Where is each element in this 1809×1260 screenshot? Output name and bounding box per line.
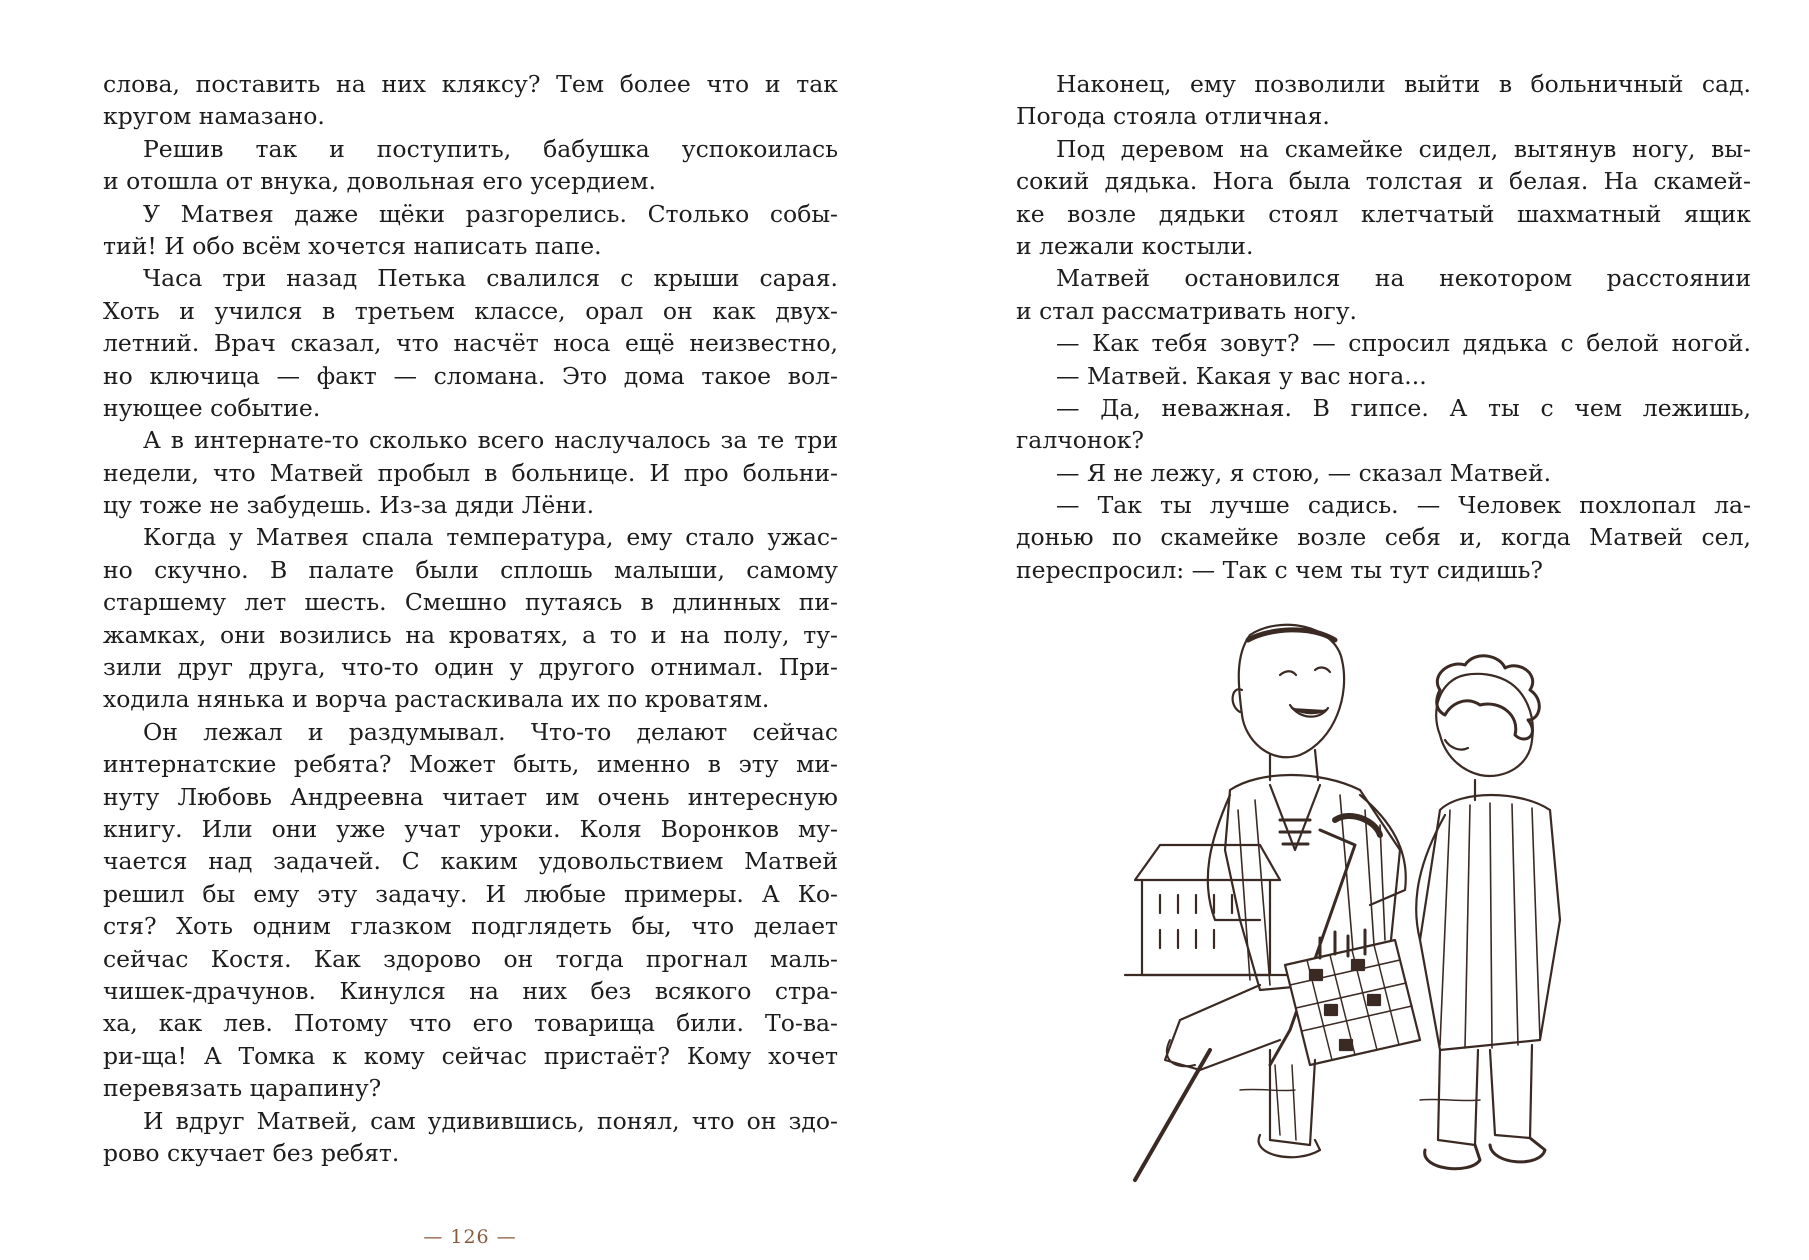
text-line: и стал рассматривать ногу. bbox=[1016, 296, 1358, 325]
building-sketch bbox=[1125, 845, 1290, 975]
page-number: — 126 — bbox=[423, 1226, 517, 1248]
text-line: нующее событие. bbox=[103, 393, 321, 422]
text-line: тий! И обо всём хочется написать папе. bbox=[103, 231, 602, 260]
text-line: Когда у Матвея спала температура, ему стало ужас- bbox=[143, 523, 838, 552]
text-line: галчонок? bbox=[1016, 426, 1145, 455]
boy-figure bbox=[1416, 656, 1560, 1169]
text-line: интернатские ребята? Может быть, именно в эту ми- bbox=[103, 750, 838, 779]
text-line: Наконец, ему позволили выйти в больничный сад. bbox=[1056, 70, 1751, 98]
text-line: перевязать царапину? bbox=[103, 1074, 382, 1103]
text-line: донью по скамейке возле себя и, когда Матвей сел, bbox=[1016, 523, 1751, 552]
text-line: Решив так и поступить, бабушка успокоилась bbox=[143, 134, 838, 163]
text-line: — Да, неважная. В гипсе. А ты с чем лежишь, bbox=[1056, 393, 1751, 422]
text-line: рово скучает без ребят. bbox=[103, 1138, 400, 1167]
text-line: решил бы ему эту задачу. И любые примеры. А Ко- bbox=[103, 879, 838, 908]
text-line: старшему лет шесть. Смешно путаясь в длинных пи- bbox=[103, 588, 838, 617]
text-line: — Как тебя зовут? — спросил дядька с белой ногой. bbox=[1056, 329, 1751, 358]
text-line: летний. Врач сказал, что насчёт носа ещё неизвестно, bbox=[103, 329, 838, 358]
chessboard bbox=[1285, 930, 1420, 1065]
illustration-man-and-boy bbox=[1120, 620, 1640, 1195]
text-line: Часа три назад Петька свалился с крыши сарая. bbox=[143, 264, 838, 293]
text-line: недели, что Матвей пробыл в больнице. И про больни- bbox=[103, 458, 838, 487]
text-line: И вдруг Матвей, сам удивившись, понял, что он здо- bbox=[143, 1106, 838, 1135]
text-line: нуту Любовь Андреевна читает им очень интересную bbox=[103, 782, 838, 811]
text-line: Матвей остановился на некотором расстоянии bbox=[1056, 264, 1751, 293]
text-line: — Так ты лучше садись. — Человек похлопал ла- bbox=[1056, 491, 1751, 520]
left-page-text bbox=[103, 68, 838, 1169]
text-line: и отошла от внука, довольная его усердием. bbox=[103, 167, 656, 196]
text-line: книгу. Или они уже учат уроки. Коля Воронков му- bbox=[103, 814, 838, 843]
text-line: но ключица — факт — сломана. Это дома такое вол- bbox=[103, 361, 838, 390]
text-line: У Матвея даже щёки разгорелись. Столько собы- bbox=[143, 199, 838, 228]
text-line: и лежали костыли. bbox=[1016, 231, 1254, 260]
text-line: стя? Хоть одним глазком подглядеть бы, что делает bbox=[103, 912, 838, 941]
text-line: цу тоже не забудешь. Из-за дяди Лёни. bbox=[103, 491, 595, 520]
text-line: переспросил: — Так с чем ты тут сидишь? bbox=[1016, 555, 1543, 584]
text-line: ри-ща! А Томка к кому сейчас пристаёт? Кому хочет bbox=[103, 1041, 838, 1070]
text-line: сейчас Костя. Как здорово он тогда прогнал маль- bbox=[103, 944, 838, 973]
text-line: Он лежал и раздумывал. Что-то делают сейчас bbox=[143, 717, 838, 746]
text-line: зили друг друга, что-то один у другого отнимал. При- bbox=[103, 653, 838, 682]
text-line: А в интернате-то сколько всего наслучалось за те три bbox=[143, 426, 838, 455]
text-line: жамках, они возились на кроватях, а то и на полу, ту- bbox=[103, 620, 838, 649]
text-line: слова, поставить на них кляксу? Тем более что и так bbox=[103, 70, 838, 98]
text-line: Под деревом на скамейке сидел, вытянув ногу, вы- bbox=[1056, 134, 1751, 163]
text-line: ке возле дядьки стоял клетчатый шахматный ящик bbox=[1016, 199, 1751, 228]
text-line: Хоть и учился в третьем классе, орал он как двух- bbox=[103, 296, 838, 325]
man-head bbox=[1233, 625, 1345, 757]
text-line: — Я не лежу, я стою, — сказал Матвей. bbox=[1056, 458, 1552, 487]
text-line: — Матвей. Какая у вас нога... bbox=[1056, 361, 1427, 390]
text-line: чишек-драчунов. Кинулся на них без всякого стра- bbox=[103, 976, 838, 1005]
text-line: но скучно. В палате были сплошь малыши, самому bbox=[103, 555, 838, 584]
text-line: Погода стояла отличная. bbox=[1016, 102, 1330, 131]
text-line: ходила нянька и ворча растаскивала их по кроватям. bbox=[103, 685, 770, 714]
text-line: ха, как лев. Потому что его товарища били. То-ва- bbox=[103, 1009, 838, 1038]
text-line: сокий дядька. Нога была толстая и белая. На скамей- bbox=[1016, 167, 1751, 196]
text-line: чается над задачей. С каким удовольствием Матвей bbox=[103, 847, 838, 876]
right-page-text bbox=[1016, 68, 1751, 586]
text-line: кругом намазано. bbox=[103, 102, 325, 131]
